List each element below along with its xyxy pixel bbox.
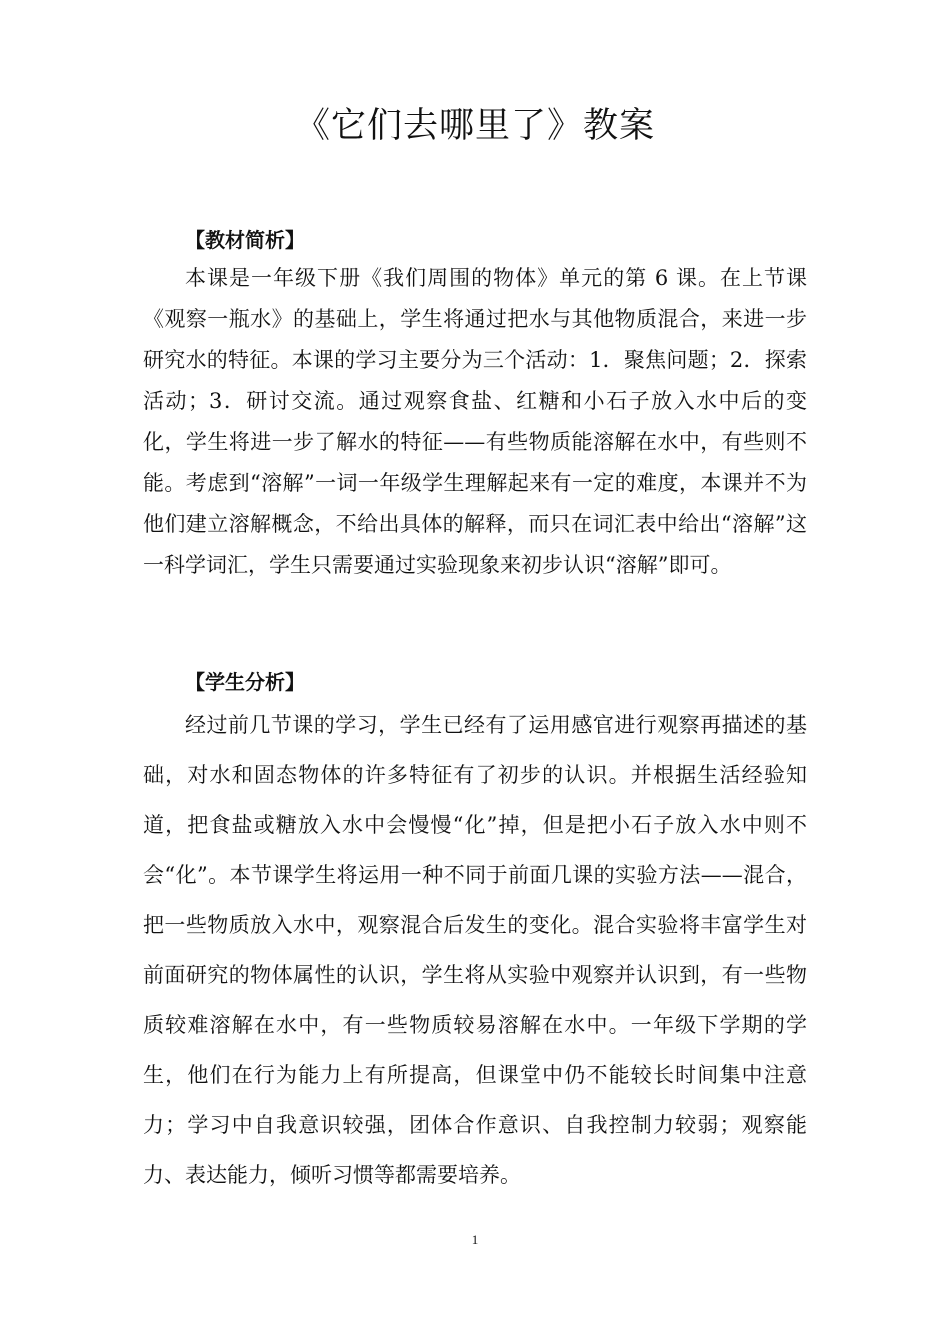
section-student-analysis [143, 664, 807, 1200]
section-heading: 【学生分析】 [185, 670, 305, 694]
section-paragraph: 经过前几节课的学习，学生已经有了运用感官进行观察再描述的基础，对水和固态物体的许多特征有了初步的认识。并根据生活经验知道，把食盐或糖放入水中会慢慢“化”掉，但是把小石子放入水中则不会“化”。本节课学生将运用一种不同于前面几课的实验方法——混合，把一些物质放入水中，观察混合后发生的变化。混合实验将丰富学生对前面研究的物体属性的认识，学生将从实验中观察并认识到，有一些物质较难溶解在水中，有一些物质较易溶解在水中。一年级下学期的学生，他们在行为能力上有所提高，但课堂中仍不能较长时间集中注意力；学习中自我意识较强，团体合作意识、自我控制力较弱；观察能力、表达能力，倾听习惯等都需要培养。 [143, 713, 807, 1187]
section-heading: 【教材简析】 [185, 228, 305, 252]
section-textbook-analysis [143, 222, 807, 586]
document-title: 《它们去哪里了》教案 [294, 106, 655, 146]
page-number: 1 [471, 1232, 479, 1247]
section-paragraph: 本课是一年级下册《我们周围的物体》单元的第 6 课。在上节课《观察一瓶水》的基础上，学生将通过把水与其他物质混合，来进一步研究水的特征。本课的学习主要分为三个活动：1．聚焦问题；2．探索活动；3．研讨交流。通过观察食盐、红糖和小石子放入水中后的变化，学生将进一步了解水的特征——有些物质能溶解在水中，有些则不能。考虑到“溶解”一词一年级学生理解起来有一定的难度，本课并不为他们建立溶解概念，不给出具体的解释，而只在词汇表中给出“溶解”这一科学词汇，学生只需要通过实验现象来初步认识“溶解”即可。 [143, 266, 807, 577]
